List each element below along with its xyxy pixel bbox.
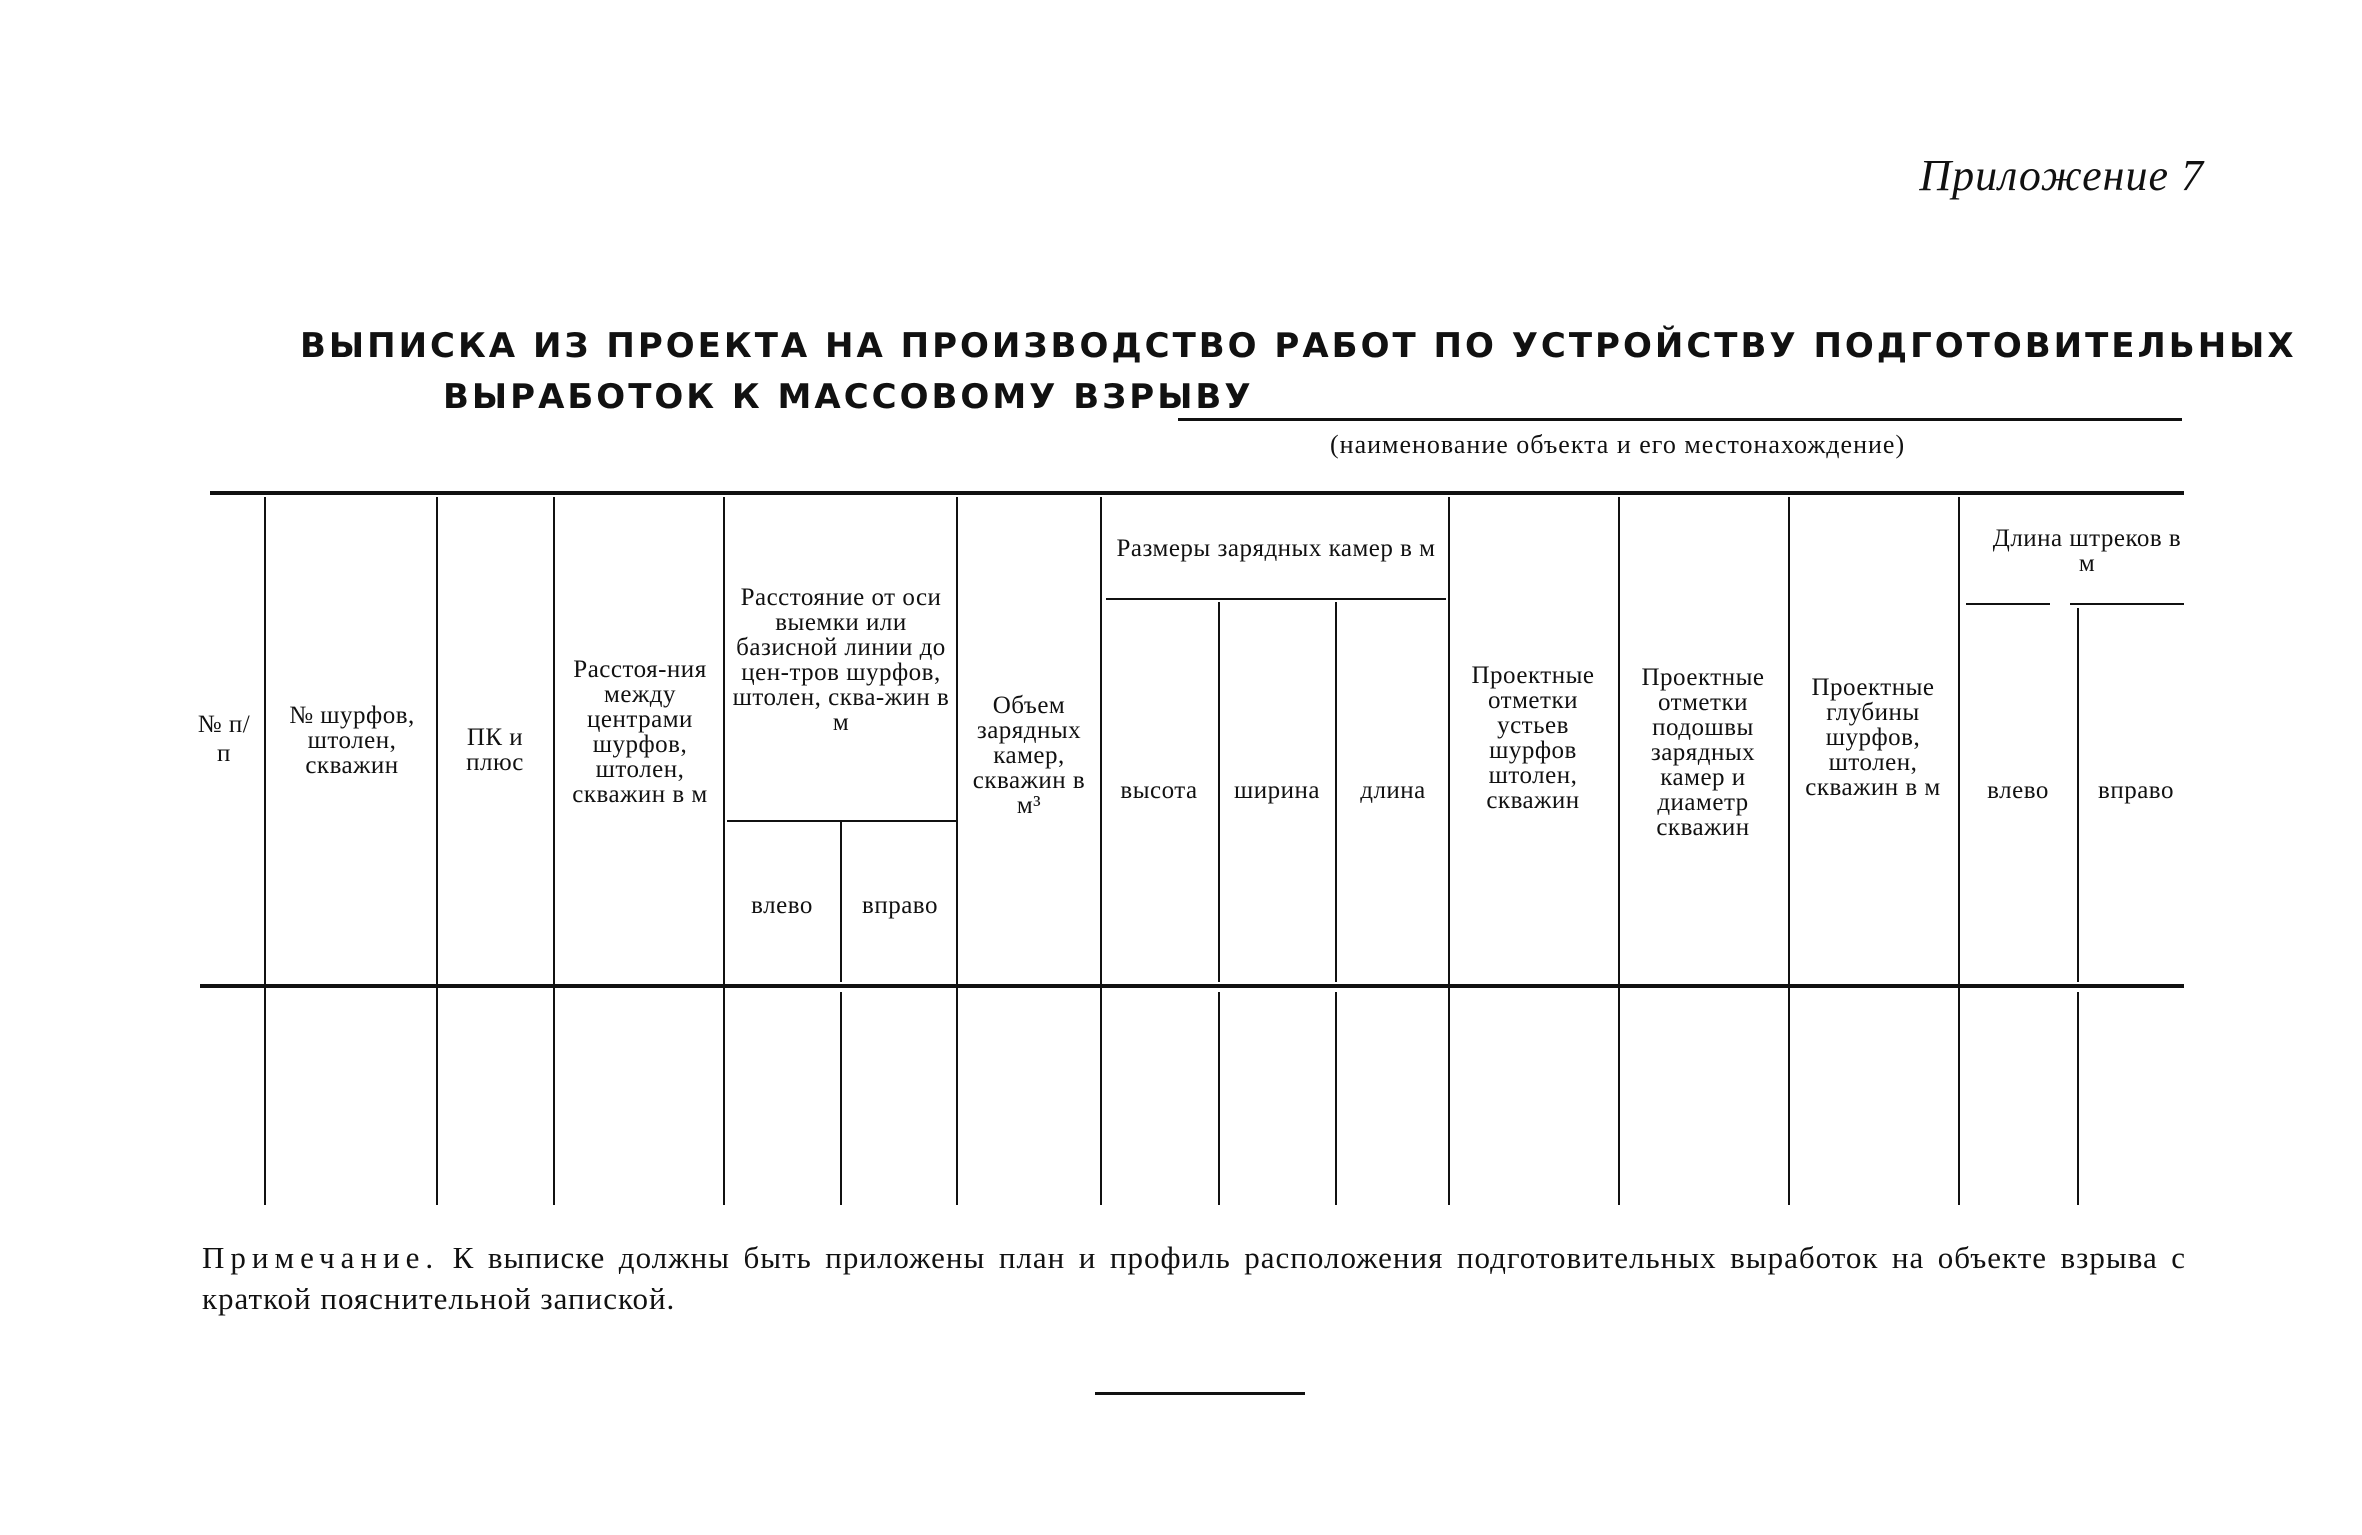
group-underline xyxy=(1106,598,1446,600)
subcolumn-divider xyxy=(1218,602,1220,982)
header-drift-right: вправо xyxy=(2098,776,2174,804)
table-row xyxy=(210,988,2184,1205)
group-underline xyxy=(1966,603,2050,605)
group-underline xyxy=(727,820,956,822)
subcolumn-divider xyxy=(2077,608,2079,982)
document-title-line-2: ВЫРАБОТОК К МАССОВОМУ ВЗРЫВУ xyxy=(443,377,1254,417)
header-distance-axis: Расстояние от оси выемки или базисной линии до цен-тров шурфов, штолен, сква-жин в м xyxy=(732,583,950,736)
header-chamber-sizes: Размеры зарядных камер в м xyxy=(1116,534,1436,562)
end-rule xyxy=(1095,1392,1305,1395)
note-paragraph xyxy=(202,1238,2186,1320)
header-drift-left: влево xyxy=(1987,776,2049,804)
header-height: высота xyxy=(1120,776,1198,804)
header-distance-between: Расстоя-ния между центрами шурфов, штолен, скважин в м xyxy=(572,656,708,808)
header-distance-right: вправо xyxy=(862,891,938,919)
note-text: К выписке должны быть приложены план и профиль расположения подготовительных выработок на объекте взрыва с краткой пояснительной запиской. xyxy=(202,1240,2187,1316)
document-title-line-1: ВЫПИСКА ИЗ ПРОЕКТА НА ПРОИЗВОДСТВО РАБОТ ПО УСТРОЙСТВУ ПОДГОТОВИТЕЛЬНЫХ xyxy=(300,326,2297,366)
header-shaft-number: № шурфов, штолен, скважин xyxy=(289,701,415,779)
object-name-fill-line xyxy=(1178,418,2182,421)
note-label: Примечание. xyxy=(202,1240,440,1275)
subcolumn-divider xyxy=(1335,602,1337,982)
header-mouth-marks: Проектные отметки устьев шурфов штолен, скважин xyxy=(1471,661,1595,814)
header-distance-left: влево xyxy=(751,891,813,919)
object-name-caption: (наименование объекта и его местонахождение) xyxy=(1330,430,1906,459)
header-volume: Объем зарядных камер, скважин в м³ xyxy=(972,691,1086,819)
header-bottom-marks: Проектные отметки подошвы зарядных камер и диаметр скважин xyxy=(1641,664,1765,841)
group-underline xyxy=(2070,603,2184,605)
header-pk: ПК и плюс xyxy=(466,724,524,776)
header-number: № п/п xyxy=(197,711,251,767)
appendix-label: Приложение 7 xyxy=(1919,151,2204,200)
header-width: ширина xyxy=(1234,776,1320,804)
subcolumn-divider xyxy=(840,822,842,982)
header-depths: Проектные глубины шурфов, штолен, скважин в м xyxy=(1805,674,1941,801)
table-top-rule xyxy=(210,491,2184,495)
header-drift-length: Длина штреков в м xyxy=(1992,525,2182,577)
header-length: длина xyxy=(1360,776,1426,804)
